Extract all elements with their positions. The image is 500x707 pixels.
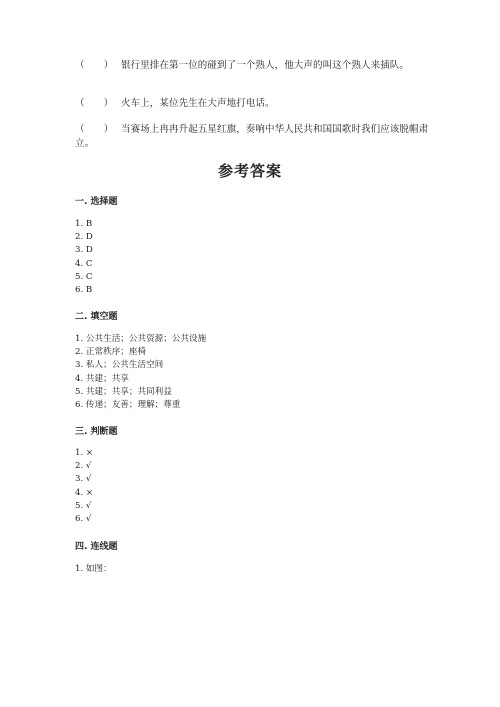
question-item: [75, 123, 435, 151]
section-heading-judge: 三. 判断题: [75, 427, 118, 437]
list-item: 5. 共建；共享；共同利益: [75, 386, 172, 397]
question-item: [75, 59, 435, 73]
list-item: 6. √: [75, 514, 92, 525]
list-item: 1. ×: [75, 448, 94, 458]
list-item: 5. √: [75, 500, 92, 511]
list-item: 2. D: [75, 232, 93, 243]
matching-answers-list: [75, 563, 112, 576]
list-item: 3. √: [75, 474, 92, 485]
choice-answers-list: [75, 218, 93, 297]
list-item: 6. B: [75, 285, 93, 296]
list-item: 4. 共建；共享: [75, 373, 129, 384]
section-heading-choice: 一. 选择题: [75, 197, 118, 207]
answer-blank: （ ）: [75, 98, 114, 109]
list-item: 4. ×: [75, 487, 94, 498]
list-item: 1. B: [75, 219, 93, 229]
list-item: 1. 如图：: [75, 564, 112, 574]
question-item: [75, 97, 435, 111]
answer-blank: （ ）: [75, 60, 114, 71]
list-item: 1. 公共生活；公共资源；公共设施: [75, 334, 207, 344]
answer-key-title: 参考答案: [217, 162, 282, 180]
list-item: 4. C: [75, 258, 93, 269]
list-item: 2. 正常秩序；座椅: [75, 347, 147, 358]
list-item: 5. C: [75, 271, 93, 282]
list-item: 3. D: [75, 245, 93, 256]
judge-answers-list: [75, 447, 93, 526]
answer-blank: （ ）: [75, 124, 114, 135]
question-text: 火车上，某位先生在大声地打电话。: [121, 98, 275, 109]
list-item: 3. 私人；公共生活空间: [75, 360, 164, 371]
section-heading-matching: 四. 连线题: [75, 542, 118, 552]
list-item: 2. √: [75, 461, 92, 472]
fill-answers-list: [75, 333, 206, 412]
question-text: 当赛场上冉冉升起五星红旗，奏响中华人民共和国国歌时我们应该脱帽肃立。: [75, 124, 429, 149]
section-heading-fill: 二. 填空题: [75, 312, 118, 322]
list-item: 6. 传递；友善；理解；尊重: [75, 400, 181, 411]
question-text: 银行里排在第一位的碰到了一个熟人，他大声的叫这个熟人来插队。: [121, 60, 410, 71]
